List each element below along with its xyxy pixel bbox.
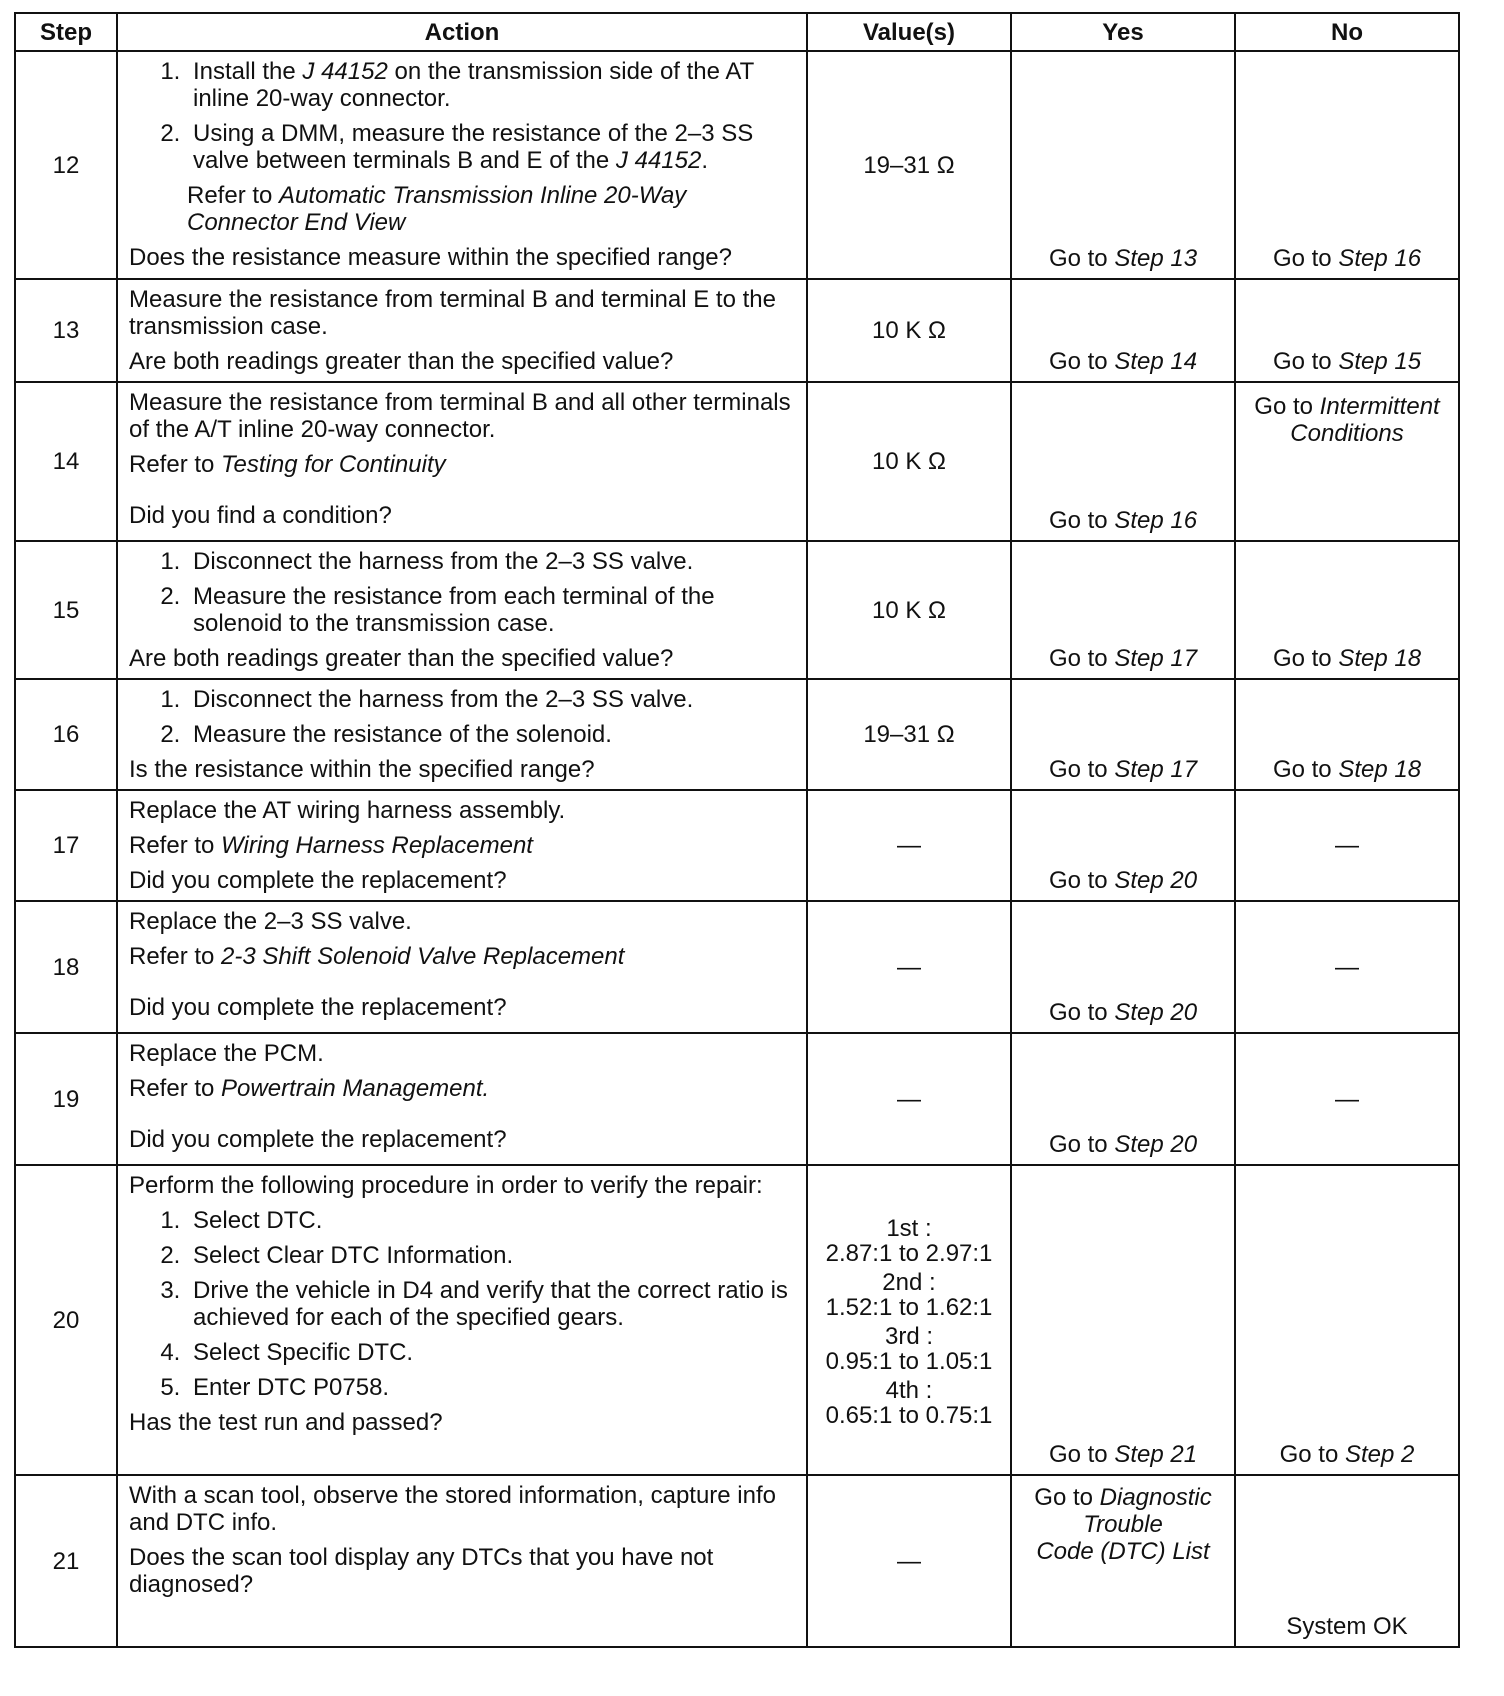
value-cell: 10 K Ω [807, 541, 1011, 679]
value-cell: 10 K Ω [807, 279, 1011, 382]
gear-label: 1st : [886, 1215, 932, 1242]
step-number: 12 [15, 51, 117, 279]
action-text: Perform the following procedure in order to verify the repair: [129, 1172, 763, 1199]
gear-ratio: 1.52:1 to 1.62:1 [825, 1294, 993, 1321]
step-number: 17 [15, 790, 117, 901]
question-text: Did you complete the replacement? [129, 994, 507, 1021]
yes-cell: Go to Step 20 [1011, 901, 1235, 1033]
action-cell [117, 1475, 807, 1647]
action-text: Replace the PCM. [129, 1040, 324, 1067]
step-number: 21 [15, 1475, 117, 1647]
yes-cell: Go to Diagnostic Trouble Code (DTC) List [1011, 1475, 1235, 1647]
reference-text: Refer to Wiring Harness Replacement [129, 832, 533, 859]
question-text: Did you find a condition? [129, 502, 392, 529]
action-cell [117, 1165, 807, 1475]
step-number: 16 [15, 679, 117, 790]
action-cell [117, 679, 807, 790]
gear-label: 4th : [885, 1377, 933, 1404]
value-cell: — [807, 790, 1011, 901]
list-item: 2. Select Clear DTC Information. [187, 1242, 796, 1269]
reference-text: Refer to Powertrain Management. [129, 1075, 490, 1102]
table-row [15, 279, 1459, 382]
gear-ratio: 2.87:1 to 2.97:1 [825, 1240, 993, 1267]
list-item: 2. Measure the resistance of the solenoid. [187, 721, 796, 748]
question-text: Are both readings greater than the specified value? [129, 645, 674, 672]
value-cell: 10 K Ω [807, 382, 1011, 541]
action-text: Replace the 2–3 SS valve. [129, 908, 412, 935]
action-text: Replace the AT wiring harness assembly. [129, 797, 566, 824]
yes-cell: Go to Step 20 [1011, 790, 1235, 901]
yes-cell: Go to Step 16 [1011, 382, 1235, 541]
question-text: Is the resistance within the specified range? [129, 756, 595, 783]
value-cell: — [807, 901, 1011, 1033]
question-text: Does the scan tool display any DTCs that you have not diagnosed? [129, 1544, 714, 1598]
header-action: Action [117, 13, 807, 51]
value-cell: 19–31 Ω [807, 51, 1011, 279]
list-item: 2. Using a DMM, measure the resistance of the 2–3 SS valve between terminals B and E of the J 44152. [187, 120, 796, 174]
diagnostic-table [14, 12, 1460, 1648]
table-row [15, 1165, 1459, 1475]
action-cell [117, 51, 807, 279]
action-cell [117, 541, 807, 679]
reference-text: Refer to 2-3 Shift Solenoid Valve Replacement [129, 943, 625, 970]
no-cell: Go to Intermittent Conditions [1235, 382, 1459, 541]
step-number: 14 [15, 382, 117, 541]
list-item: 3. Drive the vehicle in D4 and verify that the correct ratio is achieved for each of the specified gears. [187, 1277, 796, 1331]
action-cell [117, 382, 807, 541]
no-cell: Go to Step 15 [1235, 279, 1459, 382]
step-number: 20 [15, 1165, 117, 1475]
action-cell [117, 279, 807, 382]
action-cell [117, 790, 807, 901]
action-text: Measure the resistance from terminal B and all other terminals of the A/T inline 20-way connector. [129, 389, 791, 443]
no-cell: — [1235, 1033, 1459, 1165]
table-row [15, 790, 1459, 901]
action-text: Measure the resistance from terminal B and terminal E to the transmission case. [129, 286, 776, 340]
yes-cell: Go to Step 17 [1011, 541, 1235, 679]
action-cell [117, 901, 807, 1033]
no-cell: Go to Step 2 [1235, 1165, 1459, 1475]
list-item: 1. Install the J 44152 on the transmission side of the AT inline 20-way connector. [187, 58, 796, 112]
header-values: Value(s) [807, 13, 1011, 51]
yes-cell: Go to Step 14 [1011, 279, 1235, 382]
table-row [15, 679, 1459, 790]
step-number: 19 [15, 1033, 117, 1165]
no-cell: Go to Step 18 [1235, 541, 1459, 679]
value-cell [807, 1165, 1011, 1475]
yes-cell: Go to Step 20 [1011, 1033, 1235, 1165]
gear-label: 3rd : [884, 1323, 934, 1350]
value-cell: — [807, 1475, 1011, 1647]
table-row [15, 901, 1459, 1033]
table-row [15, 1475, 1459, 1647]
question-text: Did you complete the replacement? [129, 867, 507, 894]
yes-cell: Go to Step 17 [1011, 679, 1235, 790]
value-cell: 19–31 Ω [807, 679, 1011, 790]
list-item: 2. Measure the resistance from each terminal of the solenoid to the transmission case. [187, 583, 796, 637]
yes-cell: Go to Step 13 [1011, 51, 1235, 279]
action-text: With a scan tool, observe the stored information, capture info and DTC info. [129, 1482, 777, 1536]
header-row [15, 13, 1459, 51]
list-item: 1. Select DTC. [187, 1207, 796, 1234]
no-cell: — [1235, 901, 1459, 1033]
question-text: Did you complete the replacement? [129, 1126, 507, 1153]
step-number: 13 [15, 279, 117, 382]
reference-text: Refer to Automatic Transmission Inline 20-Way Connector End View [187, 182, 687, 236]
table-row [15, 382, 1459, 541]
question-text: Has the test run and passed? [129, 1409, 443, 1436]
gear-ratio: 0.65:1 to 0.75:1 [825, 1402, 993, 1429]
table-row [15, 51, 1459, 279]
no-cell: System OK [1235, 1475, 1459, 1647]
question-text: Does the resistance measure within the specified range? [129, 244, 732, 271]
yes-cell: Go to Step 21 [1011, 1165, 1235, 1475]
step-number: 18 [15, 901, 117, 1033]
table-row [15, 541, 1459, 679]
list-item: 1. Disconnect the harness from the 2–3 SS valve. [187, 548, 796, 575]
header-step: Step [15, 13, 117, 51]
header-no: No [1235, 13, 1459, 51]
gear-ratio: 0.95:1 to 1.05:1 [825, 1348, 993, 1375]
no-cell: Go to Step 16 [1235, 51, 1459, 279]
header-yes: Yes [1011, 13, 1235, 51]
value-cell: — [807, 1033, 1011, 1165]
gear-label: 2nd : [882, 1269, 936, 1296]
question-text: Are both readings greater than the specified value? [129, 348, 674, 375]
no-cell: — [1235, 790, 1459, 901]
list-item: 1. Disconnect the harness from the 2–3 SS valve. [187, 686, 796, 713]
table-row [15, 1033, 1459, 1165]
list-item: 5. Enter DTC P0758. [187, 1374, 796, 1401]
step-number: 15 [15, 541, 117, 679]
list-item: 4. Select Specific DTC. [187, 1339, 796, 1366]
reference-text: Refer to Testing for Continuity [129, 451, 446, 478]
action-cell [117, 1033, 807, 1165]
no-cell: Go to Step 18 [1235, 679, 1459, 790]
